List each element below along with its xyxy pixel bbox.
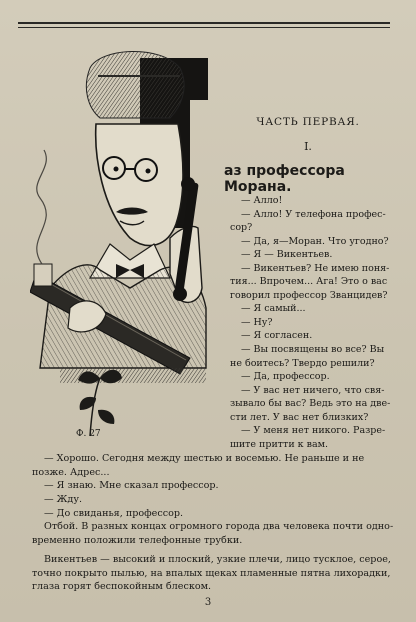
text-line: — Алло! [241,195,283,206]
text-line: — Ну? [241,316,273,328]
top-rule [18,22,390,24]
page-number: 3 [204,597,212,608]
right-column-text [230,194,390,451]
chapter-number: I. [304,140,312,153]
text-line: — Хорошо. Сегодня между шестью и восемью. Не раньше и не [44,453,365,464]
text-line: — У меня нет никого. Разре- [241,425,386,437]
text-line: шите притти к вам. [230,438,329,450]
text-line: — У вас нет ничего, что свя- [241,384,385,396]
text-line: — Да, профессор. [241,371,330,383]
text-line: Отбой. В разных концах огромного города два человека почти одно- [44,521,394,533]
text-line: — Я знаю. Мне сказал профессор. [44,480,219,492]
initial-letter-illustration [30,38,208,440]
text-line: — Я самый... [241,303,306,315]
text-line: зывало бы вас? Ведь это на две- [230,398,391,410]
text-line: — Я согласен. [241,330,313,342]
text-line: — До свиданья, профессор. [44,507,184,519]
text-line: Викентьев — высокий и плоский, узкие плечи, лицо тусклое, серое, [44,553,391,565]
text-line: — Я — Викентьев. [241,249,333,261]
text-line: — Да, я—Моран. Что угодно? [241,235,389,247]
text-line: позже. Адрес... [32,466,110,478]
text-line: — Вы посвящены во все? Вы [241,344,385,356]
part-heading: ЧАСТЬ ПЕРВАЯ. [256,116,360,128]
bottom-text [32,452,394,594]
text-line: сти лет. У вас нет близких? [230,411,369,423]
text-line: говорил профессор Званцидев? [230,289,388,301]
top-rule-thin [18,27,390,28]
text-line: тия... Впрочем... Ага! Это о вас [230,276,388,288]
text-line: точно покрыто пылью, на впалых щеках пламенные пятна лихорадки, [32,567,391,579]
text-line: временно положили телефонные трубки. [32,535,243,547]
text-line: — Жду. [44,494,83,506]
text-line: сор? [230,222,253,234]
text-line: глаза горят беспокойным блеском. [32,581,212,593]
chapter-title: аз профессора Морана. [224,163,345,195]
initial-letter-text: Г [30,38,31,39]
text-line: — Алло! У телефона профес- [241,208,386,220]
text-line: не боитесь? Твердо решили? [230,357,375,369]
text-line: — Викентьев? Не имею поня- [241,262,390,274]
illustration-signature: Ф. 27 [76,429,101,439]
